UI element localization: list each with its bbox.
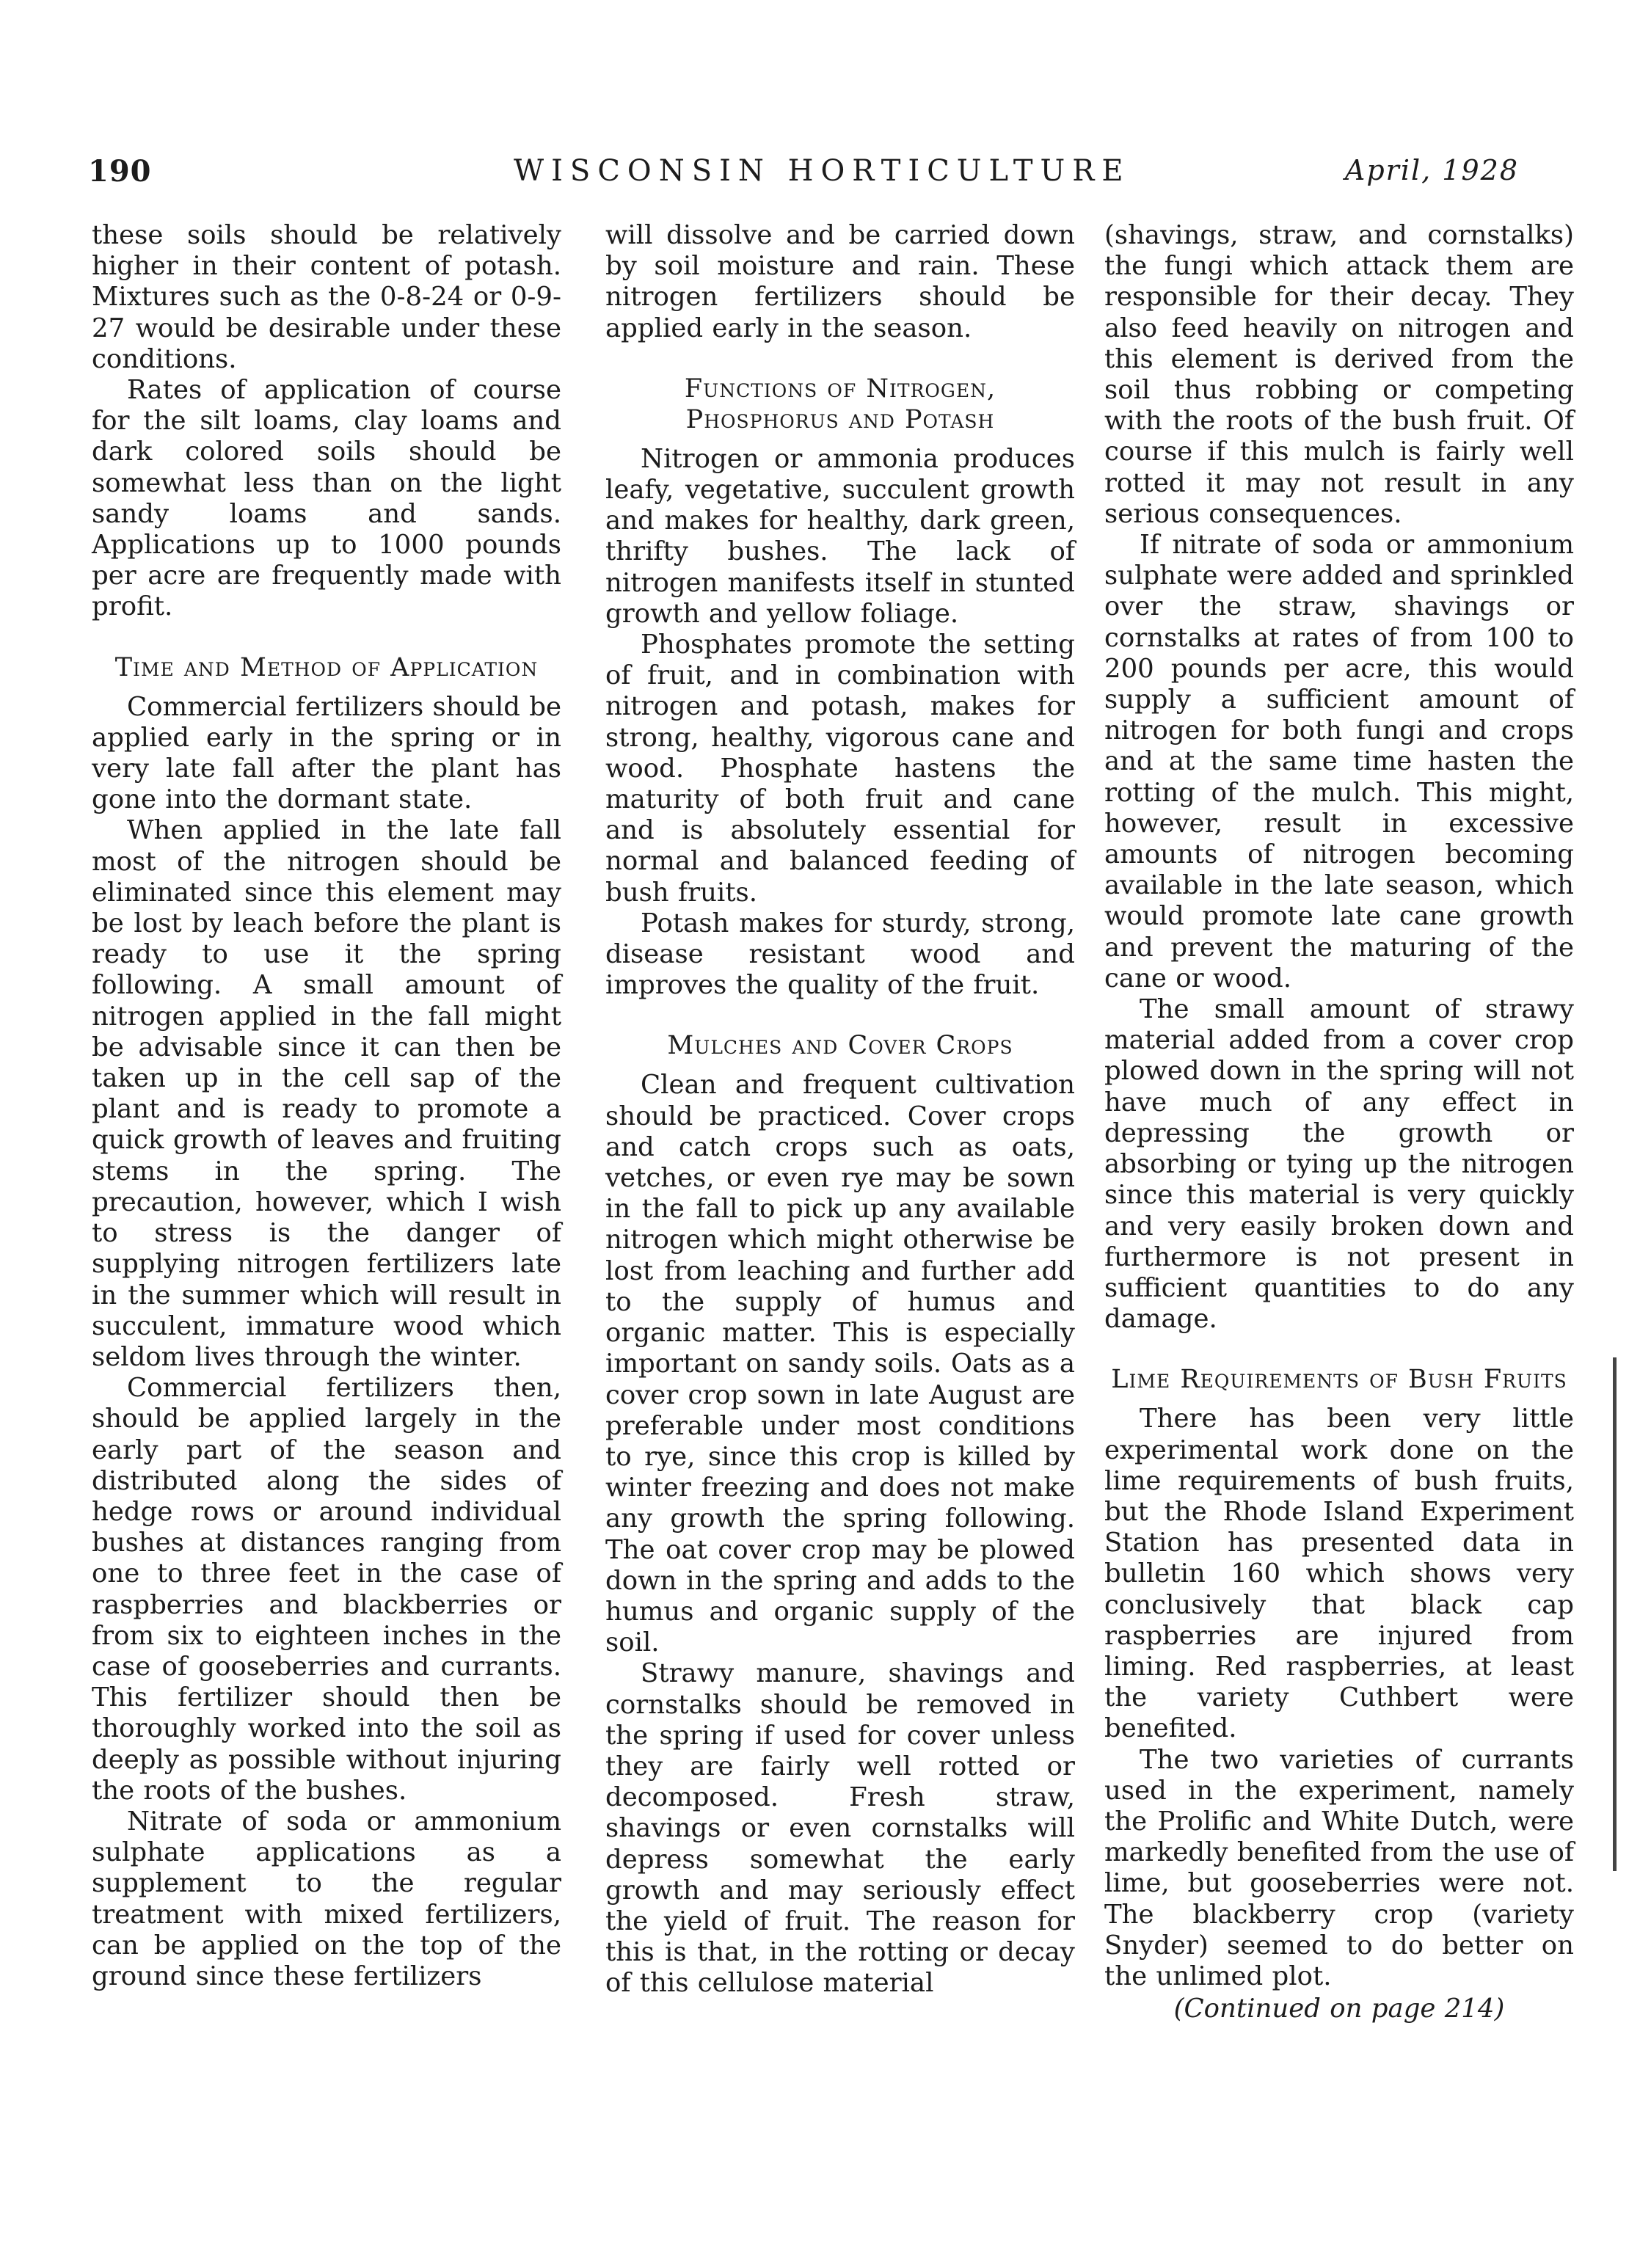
paragraph: these soils should be relatively higher in their content of potash. Mixtures such as the 0-8-24 or 0-9-27 would be desirable under these conditions. bbox=[92, 220, 561, 374]
column-1 bbox=[92, 220, 561, 1992]
paragraph: Strawy manure, shavings and cornstalks should be removed in the spring if used for cover unless they are fairly well rotted or decomposed. Fresh straw, shavings or even cornstalks will depress somewhat the early growth and may seriously effect the yield of fruit. The reason for this is that, in the rotting or decay of this cellulose material bbox=[605, 1658, 1075, 1999]
issue-date: April, 1928 bbox=[1344, 154, 1519, 186]
paragraph: will dissolve and be carried down by soil moisture and rain. These nitrogen fertilizers should be applied early in the season. bbox=[605, 220, 1075, 343]
paragraph: Rates of application of course for the silt loams, clay loams and dark colored soils should be somewhat less than on the light sandy loams and sands. Applications up to 1000 pounds per acre are frequently made with profit. bbox=[92, 375, 561, 622]
paragraph: Phosphates promote the setting of fruit, and in combination with nitrogen and potash, makes for strong, healthy, vigorous cane and wood. Phosphate hastens the maturity of both fruit and cane and is absolutely essential for normal and balanced feeding of bush fruits. bbox=[605, 630, 1075, 908]
paragraph: Potash makes for sturdy, strong, disease resistant wood and improves the quality of the fruit. bbox=[605, 908, 1075, 1001]
section-heading: Functions of Nitrogen, Phosphorus and Potash bbox=[684, 373, 996, 434]
section-heading: Lime Requirements of Bush Fruits bbox=[1111, 1365, 1567, 1395]
paragraph: Commercial fertilizers then, should be applied largely in the early part of the season and distributed along the sides of hedge rows or around individual bushes at distances ranging from one to three feet in the case of raspberries and blackberries or from six to eighteen inches in the case of gooseberries and currants. This fertilizer should then be thoroughly worked into the soil as deeply as possible without injuring the roots of the bushes. bbox=[92, 1373, 561, 1806]
paragraph: The small amount of strawy material added from a cover crop plowed down in the spring will not have much of any effect in depressing the growth or absorbing or tying up the nitrogen since this material is very quickly and very easily broken down and furthermore is not present in sufficient quantities to do any damage. bbox=[1104, 994, 1574, 1335]
continued-note: (Continued on page 214) bbox=[1173, 1994, 1505, 2024]
paragraph: Nitrogen or ammonia produces leafy, vegetative, succulent growth and makes for healthy, dark green, thrifty bushes. The lack of nitrogen manifests itself in stunted growth and yellow foliage. bbox=[605, 443, 1075, 629]
paragraph: Nitrate of soda or ammonium sulphate applications as a supplement to the regular treatment with mixed fertilizers, can be applied on the top of the ground since these fertilizers bbox=[92, 1806, 561, 1991]
magazine-title: WISCONSIN HORTICULTURE bbox=[514, 154, 1131, 188]
page-number: 190 bbox=[88, 154, 152, 189]
margin-rule bbox=[1613, 1357, 1617, 1871]
paragraph: Clean and frequent cultivation should be practiced. Cover crops and catch crops such as oats, vetches, or even rye may be sown in the fall to pick up any available nitrogen which might otherwise be lost from leaching and further add to the supply of humus and organic matter. This is especially important on sandy soils. Oats as a cover crop sown in late August are preferable under most conditions to rye, since this crop is killed by winter freezing and does not make any growth the spring following. The oat cover crop may be plowed down in the spring and adds to the humus and organic supply of the soil. bbox=[605, 1070, 1075, 1658]
section-heading: Mulches and Cover Crops bbox=[667, 1031, 1013, 1061]
paragraph: If nitrate of soda or ammonium sulphate were added and sprinkled over the straw, shavings or cornstalks at rates of from 100 to 200 pounds per acre, this would supply a sufficient amount of nitrogen for both fungi and crops and at the same time hasten the rotting of the mulch. This might, however, result in excessive amounts of nitrogen becoming available in the late season, which would promote late cane growth and prevent the maturing of the cane or wood. bbox=[1104, 530, 1574, 993]
page-header bbox=[88, 154, 1556, 198]
paragraph: (shavings, straw, and cornstalks) the fungi which attack them are responsible for their decay. They also feed heavily on nitrogen and this element is derived from the soil thus robbing or competing with the roots of the bush fruit. Of course if this mulch is fairly well rotted it may not result in any serious consequences. bbox=[1104, 220, 1574, 529]
column-3 bbox=[1104, 220, 1574, 2024]
paragraph: The two varieties of currants used in the experiment, namely the Prolific and White Dutch, were markedly benefited from the use of lime, but gooseberries were not. The blackberry crop (variety Snyder) seemed to do better on the unlimed plot. bbox=[1104, 1744, 1574, 1991]
paragraph: When applied in the late fall most of the nitrogen should be eliminated since this element may be lost by leach before the plant is ready to use it the spring following. A small amount of nitrogen applied in the fall might be advisable since it can then be taken up in the cell sap of the plant and is ready to promote a quick growth of leaves and fruiting stems in the spring. The precaution, however, which I wish to stress is the danger of supplying nitrogen fertilizers late in the summer which will result in succulent, immature wood which seldom lives through the winter. bbox=[92, 815, 561, 1372]
paragraph: Commercial fertilizers should be applied early in the spring or in very late fall after the plant has gone into the dormant state. bbox=[92, 691, 561, 815]
paragraph: There has been very little experimental work done on the lime requirements of bush fruits, but the Rhode Island Experiment Station has presented data in bulletin 160 which shows very conclusively that black cap raspberries are injured from liming. Red raspberries, at least the variety Cuthbert were benefited. bbox=[1104, 1404, 1574, 1744]
column-2 bbox=[605, 220, 1075, 1999]
section-heading: Time and Method of Application bbox=[114, 652, 539, 682]
